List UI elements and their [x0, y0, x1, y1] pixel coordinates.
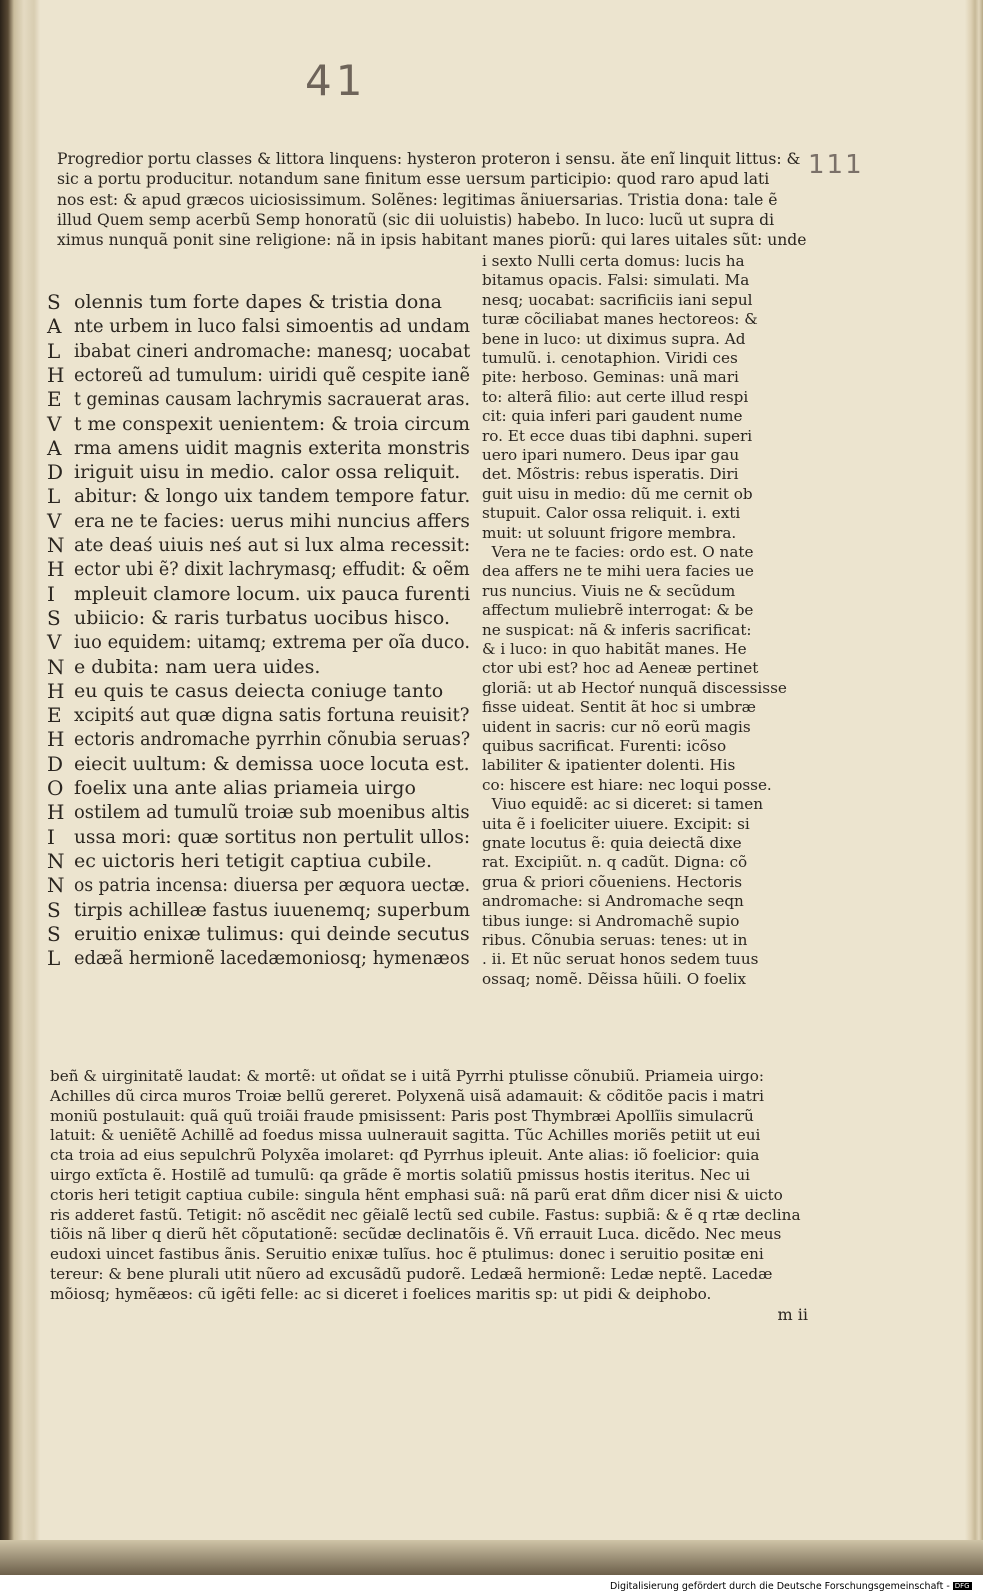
- commentary-line: gloriã: ut ab Hectoŕ nunquã discessisse: [482, 678, 787, 697]
- verse-line: e dubita: nam uera uides.: [74, 655, 321, 678]
- verse-initial: N: [47, 533, 65, 557]
- verse-line: tirpis achilleæ fastus iuuenemq; superbum: [74, 898, 471, 921]
- commentary-line: tereur: & bene plurali utit nũero ad excusãdũ pudorẽ. Ledæã hermionẽ: Ledæ neptẽ. Lacedæ: [50, 1265, 773, 1283]
- commentary-line: ctor ubi est? hoc ad Aeneæ pertinet: [482, 659, 759, 678]
- commentary-line: nos est: & apud græcos uiciosissimum. Solẽnes: legitimas ãniuersarias. Tristia dona: tale ẽ: [57, 190, 778, 209]
- verse-line: abitur: & longo uix tandem tempore fatur.: [74, 485, 471, 508]
- commentary-line: mõiosq; hymẽæos: cũ igẽti felle: ac si diceret i foelices maritis sp: ut pidi & deiphobo.: [50, 1284, 712, 1303]
- verse-initial: H: [47, 727, 65, 752]
- commentary-line: grua & priori cõueniens. Hectoris: [482, 872, 743, 891]
- verse-initial: V: [47, 411, 62, 436]
- verse-initial: E: [47, 703, 62, 728]
- commentary-line: rus nuncius. Viuis ne & secũdum: [482, 581, 736, 600]
- commentary-line: dea affers ne te mihi uera facies ue: [482, 562, 754, 581]
- verse-initial: D: [47, 460, 64, 485]
- verse-line: rma amens uidit magnis exterita monstris: [74, 436, 470, 459]
- commentary-line: stupuit. Calor ossa reliquit. i. exti: [482, 504, 741, 523]
- verse-line: ubiicio: & raris turbatus uocibus hisco.: [74, 606, 451, 629]
- verse-line: ectoreũ ad tumulum: uiridi quẽ cespite ianẽ: [74, 363, 471, 386]
- commentary-line: ro. Et ecce duas tibi daphni. superi: [482, 426, 753, 445]
- verse-initial: I: [47, 824, 55, 849]
- verse-initial: V: [47, 508, 62, 533]
- commentary-line: affectum muliebrẽ interrogat: & be: [482, 601, 754, 620]
- commentary-line: moniũ postulauit: quã quũ troiãi fraude pmisissent: Paris post Thymbræi Apollĩis simulacrũ: [50, 1106, 754, 1125]
- verse-line: edæã hermionẽ lacedæmoniosq; hymenæos: [74, 947, 470, 970]
- verse-initial: H: [47, 362, 65, 387]
- commentary-line: ossaq; nomẽ. Dẽissa hũili. O foelix: [482, 969, 747, 988]
- commentary-line: & i luco: in quo habitãt manes. He: [482, 640, 747, 658]
- commentary-line: . ii. Et nũc seruat honos sedem tuus: [482, 950, 759, 969]
- verse-line: ector ubi ẽ? dixit lachrymasq; effudit: & oẽm: [74, 558, 470, 581]
- verse-line: t geminas causam lachrymis sacrauerat aras.: [74, 388, 470, 411]
- commentary-line: cta troia ad eius sepulchrũ Polyxẽa imolaret: qđ Pyrrhus ipleuit. Ante alias: iõ foelicior: quia: [50, 1146, 760, 1165]
- commentary-line: bene in luco: ut diximus supra. Ad: [482, 329, 746, 348]
- commentary-line: latuit: & ueniẽtẽ Achillẽ ad foedus missa uulnerauit sagitta. Tũc Achilles moriẽs petiit ut eui: [50, 1126, 761, 1145]
- commentary-line: Progredior portu classes & littora linquens: hysteron proteron i sensu. ăte enĩ linquit littus: &: [57, 150, 801, 168]
- handwritten-margin-number: 111: [808, 150, 864, 180]
- verse-initial: H: [47, 557, 65, 582]
- commentary-line: uirgo extĩcta ẽ. Hostilẽ ad tumulũ: qa grãde ẽ mortis solatiũ pmissus hostis iteritus. Nec ui: [50, 1166, 751, 1184]
- verse-line: ectoris andromache pyrrhin cõnubia seruas?: [74, 728, 471, 751]
- commentary-line: turæ cõciliabat manes hectoreos: &: [482, 310, 758, 329]
- verse-line: ibabat cineri andromache: manesq; uocabat: [74, 339, 471, 362]
- verse-initial: L: [47, 946, 61, 971]
- verse-initial: H: [47, 678, 65, 703]
- commentary-line: bitamus opacis. Falsi: simulati. Ma: [482, 271, 750, 290]
- commentary-line: ne suspicat: nã & inferis sacrificat:: [482, 620, 752, 639]
- verse-initial: N: [47, 848, 65, 873]
- commentary-line: tiõis nã liber q dierũ hẽt cõputationẽ: secũdæ declinatõis ẽ. Vñ errauit Luca. dicẽdo. Nec meus: [50, 1225, 782, 1244]
- verse-line: iuo equidem: uitamq; extrema per oĩa duco.: [74, 631, 471, 654]
- commentary-line: guit uisu in medio: dũ me cernit ob: [482, 484, 753, 503]
- verse-line: t me conspexit uenientem: & troia circum: [74, 412, 470, 435]
- commentary-line: Achilles dũ circa muros Troiæ bellũ gereret. Polyxenã uisã adamauit: & cõditõe pacis i matri: [50, 1086, 764, 1105]
- commentary-line: pite: herboso. Geminas: unã mari: [482, 368, 739, 387]
- footer-text: Digitalisierung gefördert durch die Deutsche Forschungsgemeinschaft -: [610, 1581, 950, 1592]
- commentary-line: beñ & uirginitatẽ laudat: & mortẽ: ut oñdat se i uitã Pyrrhi ptulisse cõnubiũ. Priameia uirgo:: [50, 1067, 764, 1085]
- commentary-line: quibus sacrificat. Furenti: icõso: [482, 737, 727, 755]
- commentary-line: andromache: si Andromache seqn: [482, 892, 744, 911]
- commentary-line: fisse uideat. Sentit ãt hoc si umbræ: [482, 698, 756, 717]
- verse-initial: A: [47, 435, 62, 460]
- commentary-line: ximus nunquã ponit sine religione: nã in ipsis habitant manes piorũ: qui lares uitales sũt: unde: [57, 231, 807, 250]
- commentary-line: co: hiscere est hiare: nec loqui posse.: [482, 775, 772, 794]
- commentary-line: gnate locutus ẽ: quia deiectã dixe: [482, 834, 742, 852]
- commentary-line: uero ipari numero. Deus ipar gau: [482, 446, 740, 464]
- verse-initial: N: [47, 873, 65, 898]
- commentary-line: muit: ut soluunt frigore membra.: [482, 523, 737, 542]
- commentary-line: rat. Excipiũt. n. q cadũt. Digna: cõ: [482, 853, 748, 872]
- page-edges: [965, 0, 983, 1575]
- verse-initial: A: [47, 314, 62, 339]
- handwritten-folio-number: 41: [305, 56, 367, 105]
- verse-initial: D: [47, 751, 64, 776]
- commentary-line: nesq; uocabat: sacrificiis iani sepul: [482, 290, 753, 309]
- verse-initial: I: [47, 581, 55, 606]
- verse-initial: V: [47, 630, 62, 655]
- verse-line: os patria incensa: diuersa per æquora uectæ.: [74, 874, 471, 897]
- commentary-line: labiliter & ipatienter dolenti. His: [482, 756, 736, 775]
- verse-line: ussa mori: quæ sortitus non pertulit ullos:: [74, 825, 471, 848]
- scan-bottom-shadow: [0, 1540, 983, 1575]
- commentary-line: tumulũ. i. cenotaphion. Viridi ces: [482, 349, 738, 367]
- verse-line: eu quis te casus deiecta coniuge tanto: [74, 679, 444, 702]
- verse-line: ostilem ad tumulũ troiæ sub moenibus altis: [74, 801, 470, 824]
- verse-initial: S: [47, 897, 61, 922]
- commentary-line: eudoxi uincet fastibus ãnis. Seruitio enixæ tulĩus. hoc ẽ ptulimus: donec i seruitio positæ eni: [50, 1245, 764, 1264]
- verse-line: mpleuit clamore locum. uix pauca furenti: [74, 582, 471, 605]
- verse-line: eiecit uultum: & demissa uoce locuta est.: [74, 752, 470, 775]
- book-binding-shadow: [0, 0, 40, 1575]
- commentary-line: tibus iunge: si Andromachẽ supio: [482, 911, 740, 930]
- verse-line: eruitio enixæ tulimus: qui deinde secutus: [74, 922, 470, 945]
- commentary-line: cit: quia inferi pari gaudent nume: [482, 407, 743, 426]
- commentary-line: ris adderet fastũ. Tetigit: nõ ascẽdit nec gẽialẽ lectũ sed cubile. Fastus: supbiã: & ẽ q rtæ declina: [50, 1205, 801, 1224]
- commentary-line: ribus. Cõnubia seruas: tenes: ut in: [482, 931, 748, 949]
- verse-initial: E: [47, 387, 62, 412]
- dfg-logo: DFG: [954, 1582, 970, 1590]
- commentary-line: i sexto Nulli certa domus: lucis ha: [482, 252, 745, 270]
- signature-mark: m ii: [777, 1305, 808, 1324]
- commentary-line: sic a portu producitur. notandum sane finitum esse uersum participio: quod raro apud lati: [57, 170, 770, 189]
- commentary-line: Vera ne te facies: ordo est. O nate: [482, 543, 754, 561]
- commentary-line: uita ẽ i foeliciter uiuere. Excipit: si: [482, 814, 750, 833]
- commentary-line: Viuo equidẽ: ac si diceret: si tamen: [482, 795, 764, 814]
- commentary-line: uident in sacris: cur nõ eorũ magis: [482, 717, 751, 736]
- verse-line: nte urbem in luco falsi simoentis ad undam: [74, 315, 470, 338]
- verse-line: olennis tum forte dapes & tristia dona: [74, 291, 442, 313]
- verse-line: ec uictoris heri tetigit captiua cubile.: [74, 849, 433, 872]
- verse-initial: O: [47, 776, 64, 800]
- verse-initial: S: [47, 290, 61, 314]
- commentary-line: ctoris heri tetigit captiua cubile: singula hẽnt emphasi suã: nã parũ erat dñm dicer nisi & uicto: [50, 1185, 783, 1204]
- verse-line: iriguit uisu in medio. calor ossa reliquit.: [74, 461, 461, 484]
- verse-line: xcipitś aut quæ digna satis fortuna reuisit?: [74, 704, 470, 727]
- footer-credit: [610, 1581, 972, 1592]
- commentary-line: illud Quem semp acerbũ Semp honoratũ (sic dii uoluistis) habebo. In luco: lucũ ut supra di: [57, 210, 775, 229]
- verse-line: era ne te facies: uerus mihi nuncius affers: [74, 509, 470, 532]
- verse-line: foelix una ante alias priameia uirgo: [74, 777, 416, 799]
- verse-initial: S: [47, 921, 61, 946]
- verse-initial: L: [47, 484, 61, 509]
- verse-initial: N: [47, 654, 65, 679]
- verse-initial: S: [47, 605, 61, 630]
- verse-line: ate deaś uiuis neś aut si lux alma recessit:: [74, 534, 471, 556]
- verse-initial: L: [47, 338, 61, 363]
- commentary-line: to: alterã filio: aut certe illud respi: [482, 387, 749, 406]
- verse-initial: H: [47, 800, 65, 825]
- commentary-line: det. Mõstris: rebus isperatis. Diri: [482, 465, 739, 484]
